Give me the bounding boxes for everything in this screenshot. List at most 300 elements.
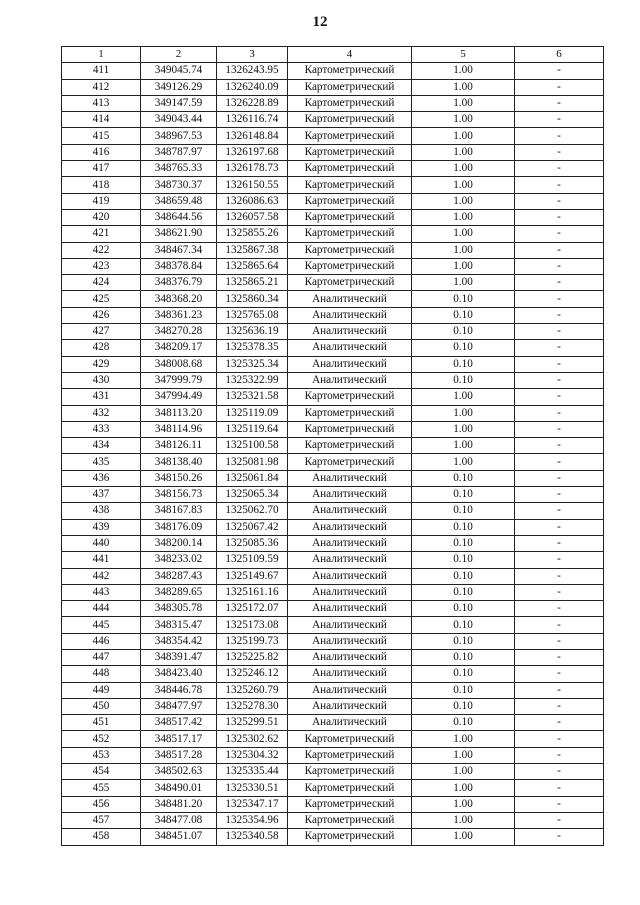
table-row xyxy=(62,584,604,600)
table-cell: 1325304.32 xyxy=(217,747,288,763)
table-cell: 1325325.34 xyxy=(217,356,288,372)
table-cell: - xyxy=(515,601,604,617)
table-cell: 1325278.30 xyxy=(217,698,288,714)
table-cell: 446 xyxy=(62,633,141,649)
table-cell: 1.00 xyxy=(412,79,515,95)
table-cell: 434 xyxy=(62,438,141,454)
table-cell: 451 xyxy=(62,715,141,731)
table-cell: 1325855.26 xyxy=(217,226,288,242)
table-cell: 348176.09 xyxy=(141,519,217,535)
table-row xyxy=(62,372,604,388)
table-cell: 1325081.98 xyxy=(217,454,288,470)
table-row xyxy=(62,503,604,519)
table-cell: 1325225.82 xyxy=(217,649,288,665)
table-cell: - xyxy=(515,79,604,95)
table-cell: - xyxy=(515,796,604,812)
table-cell: Аналитический xyxy=(288,649,412,665)
table-cell: 0.10 xyxy=(412,291,515,307)
table-row xyxy=(62,682,604,698)
column-header: 2 xyxy=(141,47,217,63)
table-cell: 1325636.19 xyxy=(217,324,288,340)
table-cell: 348477.97 xyxy=(141,698,217,714)
table-cell: Аналитический xyxy=(288,470,412,486)
table-cell: Аналитический xyxy=(288,682,412,698)
table-cell: Картометрический xyxy=(288,731,412,747)
table-cell: 1325067.42 xyxy=(217,519,288,535)
table-cell: 1.00 xyxy=(412,731,515,747)
table-cell: Аналитический xyxy=(288,519,412,535)
table-cell: 1.00 xyxy=(412,780,515,796)
table-cell: Картометрический xyxy=(288,747,412,763)
column-header: 1 xyxy=(62,47,141,63)
table-cell: Аналитический xyxy=(288,535,412,551)
table-cell: 1326150.55 xyxy=(217,177,288,193)
table-cell: 1325867.38 xyxy=(217,242,288,258)
table-cell: 1.00 xyxy=(412,112,515,128)
table-cell: 1325321.58 xyxy=(217,389,288,405)
table-cell: - xyxy=(515,209,604,225)
table-cell: 430 xyxy=(62,372,141,388)
table-cell: Картометрический xyxy=(288,161,412,177)
table-cell: 441 xyxy=(62,552,141,568)
table-cell: 0.10 xyxy=(412,568,515,584)
table-cell: 1.00 xyxy=(412,63,515,79)
table-cell: - xyxy=(515,324,604,340)
coordinates-table xyxy=(61,46,604,846)
table-cell: 348391.47 xyxy=(141,649,217,665)
table-row xyxy=(62,568,604,584)
table-cell: 424 xyxy=(62,275,141,291)
table-cell: 435 xyxy=(62,454,141,470)
table-cell: - xyxy=(515,112,604,128)
table-cell: - xyxy=(515,812,604,828)
table-row xyxy=(62,112,604,128)
table-cell: - xyxy=(515,764,604,780)
table-cell: - xyxy=(515,633,604,649)
table-cell: 1.00 xyxy=(412,209,515,225)
table-cell: Картометрический xyxy=(288,209,412,225)
table-cell: Аналитический xyxy=(288,324,412,340)
table-cell: 1.00 xyxy=(412,812,515,828)
table-cell: 348446.78 xyxy=(141,682,217,698)
table-cell: 347994.49 xyxy=(141,389,217,405)
table-cell: 1325354.96 xyxy=(217,812,288,828)
table-cell: 348289.65 xyxy=(141,584,217,600)
table-cell: 450 xyxy=(62,698,141,714)
table-cell: 1.00 xyxy=(412,226,515,242)
table-cell: 453 xyxy=(62,747,141,763)
column-header: 4 xyxy=(288,47,412,63)
table-cell: 442 xyxy=(62,568,141,584)
table-cell: 416 xyxy=(62,144,141,160)
table-row xyxy=(62,698,604,714)
table-cell: 421 xyxy=(62,226,141,242)
table-cell: 0.10 xyxy=(412,519,515,535)
table-cell: Аналитический xyxy=(288,291,412,307)
table-cell: - xyxy=(515,535,604,551)
table-cell: Картометрический xyxy=(288,812,412,828)
table-cell: 0.10 xyxy=(412,552,515,568)
table-cell: Аналитический xyxy=(288,584,412,600)
table-cell: 348502.63 xyxy=(141,764,217,780)
table-cell: Аналитический xyxy=(288,552,412,568)
page-number: 12 xyxy=(312,14,328,30)
table-cell: - xyxy=(515,568,604,584)
table-cell: 1325330.51 xyxy=(217,780,288,796)
table-cell: 348787.97 xyxy=(141,144,217,160)
table-cell: 1326116.74 xyxy=(217,112,288,128)
table-row xyxy=(62,405,604,421)
table-cell: Аналитический xyxy=(288,340,412,356)
table-cell: 1325199.73 xyxy=(217,633,288,649)
table-cell: - xyxy=(515,747,604,763)
table-cell: 444 xyxy=(62,601,141,617)
table-cell: 348477.08 xyxy=(141,812,217,828)
table-cell: - xyxy=(515,698,604,714)
table-cell: 1325865.21 xyxy=(217,275,288,291)
column-header: 3 xyxy=(217,47,288,63)
table-cell: 440 xyxy=(62,535,141,551)
table-cell: Картометрический xyxy=(288,405,412,421)
table-cell: 348481.20 xyxy=(141,796,217,812)
table-row xyxy=(62,324,604,340)
table-cell: 1325378.35 xyxy=(217,340,288,356)
table-cell: 1325299.51 xyxy=(217,715,288,731)
table-cell: Картометрический xyxy=(288,421,412,437)
table-cell: 433 xyxy=(62,421,141,437)
table-cell: 1.00 xyxy=(412,454,515,470)
table-cell: 348200.14 xyxy=(141,535,217,551)
table-row xyxy=(62,307,604,323)
table-cell: 422 xyxy=(62,242,141,258)
table-cell: 1.00 xyxy=(412,193,515,209)
table-cell: 348315.47 xyxy=(141,617,217,633)
table-cell: 348354.42 xyxy=(141,633,217,649)
table-cell: 1325172.07 xyxy=(217,601,288,617)
table-cell: 348967.53 xyxy=(141,128,217,144)
table-cell: 1.00 xyxy=(412,95,515,111)
table-cell: Картометрический xyxy=(288,258,412,274)
table-cell: 1326086.63 xyxy=(217,193,288,209)
table-cell: 348167.83 xyxy=(141,503,217,519)
table-cell: - xyxy=(515,372,604,388)
table-cell: Аналитический xyxy=(288,372,412,388)
table-row xyxy=(62,796,604,812)
table-row xyxy=(62,177,604,193)
table-cell: 456 xyxy=(62,796,141,812)
table-cell: 0.10 xyxy=(412,470,515,486)
table-cell: - xyxy=(515,649,604,665)
table-cell: - xyxy=(515,95,604,111)
table-cell: 0.10 xyxy=(412,715,515,731)
table-cell: 455 xyxy=(62,780,141,796)
table-cell: - xyxy=(515,291,604,307)
table-cell: 1.00 xyxy=(412,747,515,763)
table-cell: - xyxy=(515,356,604,372)
table-cell: Аналитический xyxy=(288,307,412,323)
table-cell: 1.00 xyxy=(412,161,515,177)
table-cell: - xyxy=(515,617,604,633)
table-row xyxy=(62,340,604,356)
table-cell: 348114.96 xyxy=(141,421,217,437)
table-cell: 348517.28 xyxy=(141,747,217,763)
table-cell: 348644.56 xyxy=(141,209,217,225)
table-cell: - xyxy=(515,193,604,209)
table-row xyxy=(62,438,604,454)
table-cell: 1325173.08 xyxy=(217,617,288,633)
table-cell: 0.10 xyxy=(412,356,515,372)
table-row xyxy=(62,747,604,763)
table-cell: Картометрический xyxy=(288,193,412,209)
table-cell: 457 xyxy=(62,812,141,828)
table-cell: 0.10 xyxy=(412,633,515,649)
table-row xyxy=(62,666,604,682)
table-header-row xyxy=(62,47,604,63)
table-cell: 1325335.44 xyxy=(217,764,288,780)
table-cell: 349045.74 xyxy=(141,63,217,79)
table-row xyxy=(62,291,604,307)
table-row xyxy=(62,633,604,649)
table-cell: 443 xyxy=(62,584,141,600)
table-row xyxy=(62,161,604,177)
table-cell: 0.10 xyxy=(412,372,515,388)
table-row xyxy=(62,421,604,437)
table-cell: - xyxy=(515,226,604,242)
table-cell: 418 xyxy=(62,177,141,193)
table-cell: 348423.40 xyxy=(141,666,217,682)
table-cell: 1325302.62 xyxy=(217,731,288,747)
table-cell: 1.00 xyxy=(412,438,515,454)
table-cell: Картометрический xyxy=(288,112,412,128)
table-cell: Картометрический xyxy=(288,764,412,780)
table-cell: 1.00 xyxy=(412,389,515,405)
table-cell: 417 xyxy=(62,161,141,177)
table-cell: 348138.40 xyxy=(141,454,217,470)
table-cell: 1326178.73 xyxy=(217,161,288,177)
table-cell: 349043.44 xyxy=(141,112,217,128)
table-row xyxy=(62,454,604,470)
table-cell: 454 xyxy=(62,764,141,780)
table-row xyxy=(62,258,604,274)
table-row xyxy=(62,519,604,535)
table-cell: 436 xyxy=(62,470,141,486)
table-cell: 348233.02 xyxy=(141,552,217,568)
table-cell: 1325260.79 xyxy=(217,682,288,698)
table-cell: 348156.73 xyxy=(141,487,217,503)
table-cell: 1326228.89 xyxy=(217,95,288,111)
table-cell: 348517.17 xyxy=(141,731,217,747)
table-cell: 431 xyxy=(62,389,141,405)
table-cell: 347999.79 xyxy=(141,372,217,388)
table-cell: 0.10 xyxy=(412,487,515,503)
table-cell: Аналитический xyxy=(288,698,412,714)
table-cell: - xyxy=(515,340,604,356)
table-row xyxy=(62,63,604,79)
table-cell: 1325246.12 xyxy=(217,666,288,682)
table-cell: 1326057.58 xyxy=(217,209,288,225)
table-row xyxy=(62,79,604,95)
table-cell: Аналитический xyxy=(288,715,412,731)
table-cell: 0.10 xyxy=(412,324,515,340)
table-cell: Аналитический xyxy=(288,601,412,617)
table-cell: 449 xyxy=(62,682,141,698)
table-cell: 437 xyxy=(62,487,141,503)
table-cell: 438 xyxy=(62,503,141,519)
table-cell: Картометрический xyxy=(288,242,412,258)
table-cell: 1325149.67 xyxy=(217,568,288,584)
table-cell: 1.00 xyxy=(412,258,515,274)
table-cell: 425 xyxy=(62,291,141,307)
table-cell: 1325340.58 xyxy=(217,829,288,845)
table-cell: 348270.28 xyxy=(141,324,217,340)
table-row xyxy=(62,128,604,144)
table-cell: 426 xyxy=(62,307,141,323)
table-cell: 1.00 xyxy=(412,144,515,160)
table-cell: 429 xyxy=(62,356,141,372)
table-row xyxy=(62,552,604,568)
table-cell: Картометрический xyxy=(288,63,412,79)
table-cell: - xyxy=(515,258,604,274)
table-cell: 419 xyxy=(62,193,141,209)
table-cell: - xyxy=(515,389,604,405)
table-row xyxy=(62,649,604,665)
table-cell: 1325065.34 xyxy=(217,487,288,503)
table-cell: - xyxy=(515,242,604,258)
table-cell: - xyxy=(515,177,604,193)
table-cell: 1325860.34 xyxy=(217,291,288,307)
table-cell: 439 xyxy=(62,519,141,535)
table-row xyxy=(62,242,604,258)
table-cell: - xyxy=(515,128,604,144)
table-cell: 420 xyxy=(62,209,141,225)
table-cell: 414 xyxy=(62,112,141,128)
table-cell: - xyxy=(515,405,604,421)
table-cell: 348730.37 xyxy=(141,177,217,193)
table-cell: 1.00 xyxy=(412,796,515,812)
table-cell: Аналитический xyxy=(288,356,412,372)
table-cell: - xyxy=(515,421,604,437)
table-cell: 0.10 xyxy=(412,307,515,323)
table-cell: 348113.20 xyxy=(141,405,217,421)
table-cell: - xyxy=(515,454,604,470)
table-cell: 1325109.59 xyxy=(217,552,288,568)
table-row xyxy=(62,209,604,225)
table-cell: 1326243.95 xyxy=(217,63,288,79)
table-cell: 428 xyxy=(62,340,141,356)
table-cell: 1.00 xyxy=(412,275,515,291)
table-cell: Картометрический xyxy=(288,780,412,796)
table-cell: 0.10 xyxy=(412,340,515,356)
table-row xyxy=(62,535,604,551)
table-cell: 452 xyxy=(62,731,141,747)
table-cell: 348368.20 xyxy=(141,291,217,307)
table-cell: 1325161.16 xyxy=(217,584,288,600)
table-cell: Картометрический xyxy=(288,796,412,812)
table-cell: - xyxy=(515,307,604,323)
table-cell: 348008.68 xyxy=(141,356,217,372)
table-cell: - xyxy=(515,682,604,698)
table-cell: 348361.23 xyxy=(141,307,217,323)
table-cell: 415 xyxy=(62,128,141,144)
table-cell: 1326148.84 xyxy=(217,128,288,144)
table-cell: 445 xyxy=(62,617,141,633)
table-row xyxy=(62,389,604,405)
table-cell: - xyxy=(515,63,604,79)
table-cell: 349126.29 xyxy=(141,79,217,95)
table-cell: Картометрический xyxy=(288,454,412,470)
table-cell: - xyxy=(515,275,604,291)
table-cell: - xyxy=(515,519,604,535)
table-cell: 349147.59 xyxy=(141,95,217,111)
coordinates-table-body xyxy=(62,47,604,846)
table-cell: 0.10 xyxy=(412,666,515,682)
table-cell: 348209.17 xyxy=(141,340,217,356)
table-cell: 1326240.09 xyxy=(217,79,288,95)
table-cell: 1325119.09 xyxy=(217,405,288,421)
table-cell: Картометрический xyxy=(288,79,412,95)
table-cell: 348490.01 xyxy=(141,780,217,796)
table-cell: 1325322.99 xyxy=(217,372,288,388)
table-row xyxy=(62,470,604,486)
column-header: 6 xyxy=(515,47,604,63)
table-cell: 348659.48 xyxy=(141,193,217,209)
table-cell: 412 xyxy=(62,79,141,95)
table-cell: 348621.90 xyxy=(141,226,217,242)
table-cell: 423 xyxy=(62,258,141,274)
table-cell: Картометрический xyxy=(288,389,412,405)
table-row xyxy=(62,764,604,780)
table-cell: Картометрический xyxy=(288,144,412,160)
table-cell: 0.10 xyxy=(412,698,515,714)
table-cell: - xyxy=(515,584,604,600)
table-cell: 1325765.08 xyxy=(217,307,288,323)
table-cell: 1325061.84 xyxy=(217,470,288,486)
table-row xyxy=(62,226,604,242)
column-header: 5 xyxy=(412,47,515,63)
table-cell: - xyxy=(515,161,604,177)
table-cell: 348765.33 xyxy=(141,161,217,177)
table-cell: 0.10 xyxy=(412,584,515,600)
table-cell: 0.10 xyxy=(412,503,515,519)
table-cell: Картометрический xyxy=(288,95,412,111)
table-cell: - xyxy=(515,666,604,682)
table-cell: 427 xyxy=(62,324,141,340)
table-cell: 348517.42 xyxy=(141,715,217,731)
table-cell: 1.00 xyxy=(412,128,515,144)
table-row xyxy=(62,829,604,845)
table-cell: - xyxy=(515,470,604,486)
table-row xyxy=(62,356,604,372)
table-cell: 1.00 xyxy=(412,829,515,845)
table-cell: - xyxy=(515,487,604,503)
table-cell: Аналитический xyxy=(288,617,412,633)
table-row xyxy=(62,780,604,796)
table-cell: 1325347.17 xyxy=(217,796,288,812)
table-cell: Картометрический xyxy=(288,226,412,242)
table-cell: Картометрический xyxy=(288,177,412,193)
table-cell: Аналитический xyxy=(288,487,412,503)
table-cell: 1325085.36 xyxy=(217,535,288,551)
table-cell: 447 xyxy=(62,649,141,665)
table-cell: 1325100.58 xyxy=(217,438,288,454)
table-cell: Картометрический xyxy=(288,829,412,845)
table-cell: 0.10 xyxy=(412,649,515,665)
table-cell: 348126.11 xyxy=(141,438,217,454)
table-cell: 348467.34 xyxy=(141,242,217,258)
table-cell: 1.00 xyxy=(412,421,515,437)
table-cell: 432 xyxy=(62,405,141,421)
table-row xyxy=(62,144,604,160)
